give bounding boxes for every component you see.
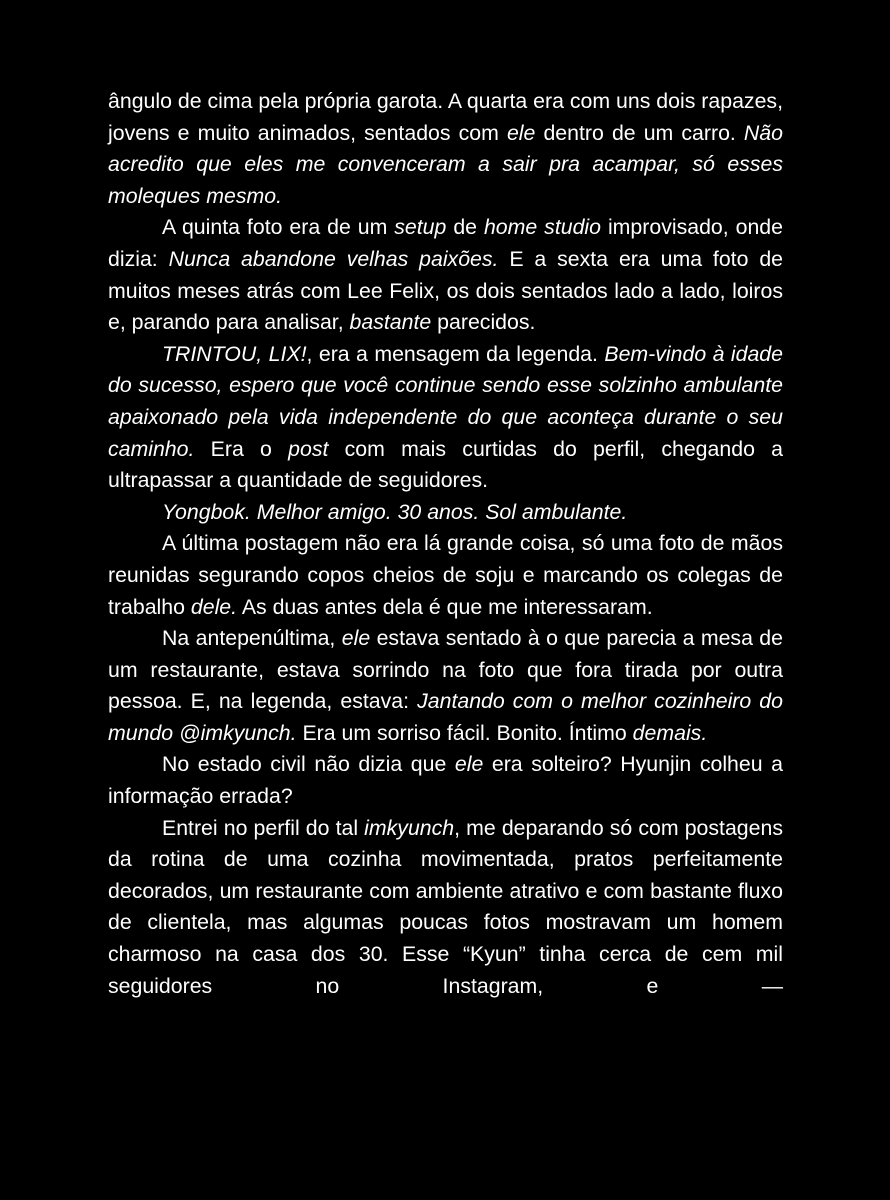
italic-text: Yongbok. Melhor amigo. 30 anos. Sol ambulante. bbox=[162, 499, 628, 524]
text-run: improvisado, onde dizia: bbox=[108, 215, 783, 271]
text-run: , era a mensagem da legenda. bbox=[306, 341, 605, 366]
text-run: com mais curtidas do perfil, chegando a ultrapassar a quantidade de seguidores. bbox=[108, 436, 783, 493]
text-run: , me deparando só com postagens da rotina de uma cozinha movimentada, pratos perfeitamente decorados, um restaurante com ambiente atrativo e com bastante fluxo de clientela, mas algumas poucas fotos mostravam um homem charmoso na casa dos 30. Esse “Kyun” tinha cerca de cem mil seguidores no Instagram, e — bbox=[108, 815, 783, 998]
paragraph bbox=[108, 86, 783, 212]
text-run: Era um sorriso fácil. Bonito. Íntimo bbox=[296, 720, 633, 745]
italic-text: home studio bbox=[483, 215, 601, 240]
italic-text: ele bbox=[506, 120, 536, 145]
text-run: estava sentado à o que parecia a mesa de um restaurante, estava sorrindo na foto que fora tirada por outra pessoa. E, na legenda, estava: bbox=[108, 626, 783, 714]
paragraph bbox=[108, 749, 783, 812]
text-run: E a sexta era uma foto de muitos meses atrás com Lee Felix, os dois sentados lado a lado, loiros e, parando para analisar, bbox=[108, 246, 784, 335]
italic-text: post bbox=[288, 436, 329, 461]
italic-text: Bem-vindo à idade do sucesso, espero que você continue sendo esse solzinho ambulante apaixonado pela vida independente do que aconteça durante o seu caminho. bbox=[108, 341, 783, 461]
book-page-text bbox=[108, 86, 783, 1002]
italic-text: bastante bbox=[349, 310, 432, 335]
italic-text: setup bbox=[394, 215, 447, 240]
text-run: parecidos. bbox=[431, 310, 536, 335]
paragraph bbox=[108, 813, 783, 1003]
paragraph bbox=[108, 623, 783, 749]
text-run: de bbox=[446, 215, 484, 240]
italic-text: demais. bbox=[632, 720, 708, 745]
italic-text: ele bbox=[341, 626, 371, 651]
paragraph bbox=[108, 339, 783, 497]
text-run: Entrei no perfil do tal bbox=[162, 815, 365, 840]
text-run: A última postagem não era lá grande coisa, só uma foto de mãos reunidas segurando copos cheios de soju e marcando os colegas de trabalho bbox=[108, 531, 783, 619]
italic-text: Jantando com o melhor cozinheiro do mundo @imkyunch. bbox=[108, 689, 783, 745]
italic-text: imkyunch bbox=[364, 815, 455, 840]
text-run: era solteiro? Hyunjin colheu a informação errada? bbox=[108, 752, 783, 809]
text-run: No estado civil não dizia que bbox=[162, 752, 455, 777]
text-run: A quinta foto era de um bbox=[162, 215, 395, 240]
italic-text: Não acredito que eles me convenceram a sair pra acampar, só esses moleques mesmo. bbox=[108, 120, 783, 208]
italic-text: ele bbox=[454, 752, 484, 777]
paragraph bbox=[108, 528, 783, 623]
italic-text: TRINTOU, LIX! bbox=[162, 341, 307, 366]
text-run: ângulo de cima pela própria garota. A quarta era com uns dois rapazes, jovens e muito animados, sentados com bbox=[108, 89, 783, 145]
text-run: Na antepenúltima, bbox=[162, 626, 342, 651]
paragraph bbox=[108, 497, 783, 529]
text-run: dentro de um carro. bbox=[535, 120, 744, 145]
text-run: Era o bbox=[194, 436, 289, 461]
text-run: As duas antes dela é que me interessaram. bbox=[237, 594, 653, 619]
italic-text: dele. bbox=[190, 594, 238, 619]
italic-text: Nunca abandone velhas paixões. bbox=[168, 246, 499, 271]
paragraph bbox=[108, 212, 783, 338]
